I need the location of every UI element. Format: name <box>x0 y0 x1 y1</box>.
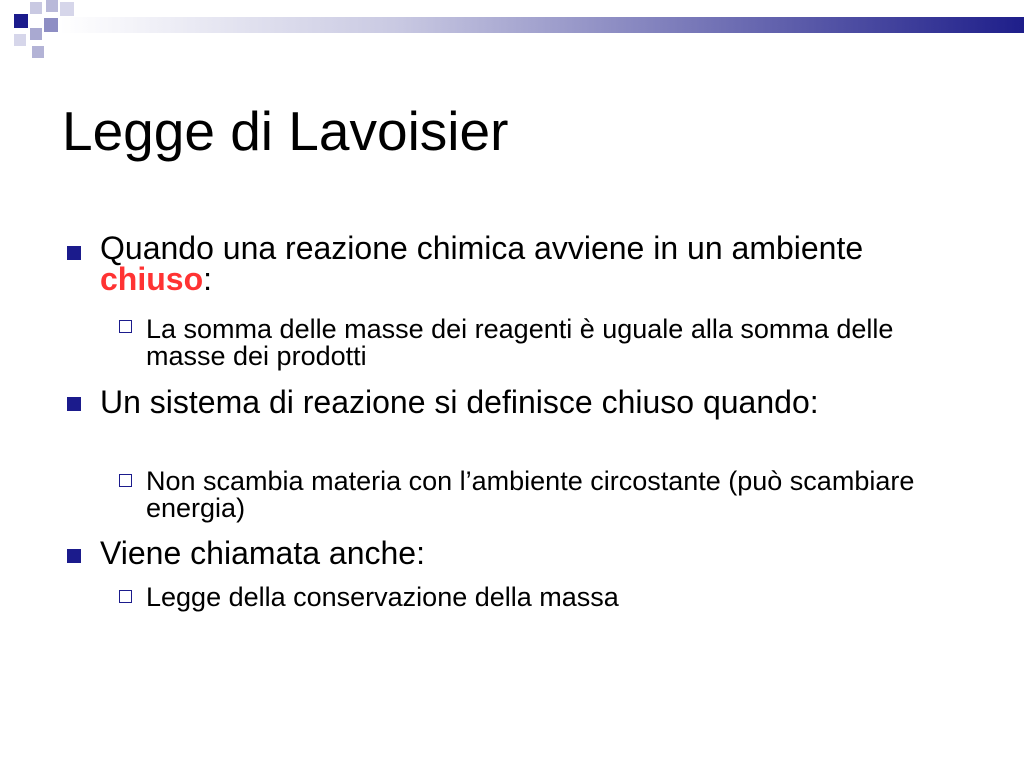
sub-bullet-square-icon <box>119 320 132 333</box>
bullet-item: Viene chiamata anche: <box>100 535 425 571</box>
bullet-square-icon <box>67 397 81 411</box>
bullet-item <box>100 230 920 297</box>
sub-bullet-item: Legge della conservazione della massa <box>146 582 619 612</box>
sub-bullet-item: La somma delle masse dei reagenti è uguale alla somma delle masse dei prodotti <box>146 314 894 371</box>
sub-bullet-square-icon <box>119 590 132 603</box>
slide-title: Legge di Lavoisier <box>62 100 509 162</box>
sub-bullet-item: Non scambia materia con l’ambiente circostante (può scambiare energia) <box>146 466 915 523</box>
bullet-text-suffix: : <box>203 261 213 297</box>
sub-bullet-square-icon <box>119 474 132 487</box>
bullet-item: Un sistema di reazione si definisce chiuso quando: <box>100 384 819 420</box>
bullet-text: Quando una reazione chimica avviene in un ambiente <box>100 230 864 266</box>
bullet-square-icon <box>67 549 81 563</box>
highlight-text: chiuso <box>100 261 204 297</box>
bullet-square-icon <box>67 246 81 260</box>
